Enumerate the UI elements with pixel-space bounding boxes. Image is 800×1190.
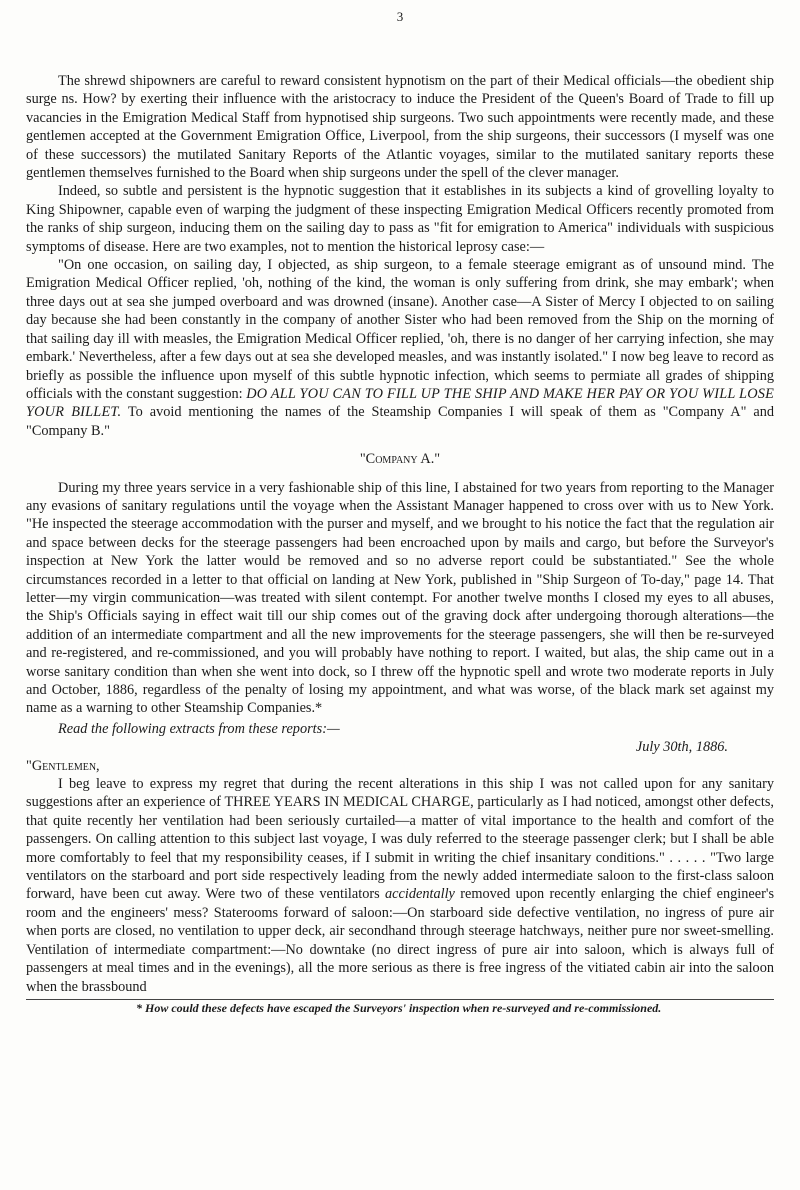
letter-salutation: "Gentlemen, bbox=[26, 757, 100, 774]
paragraph-4: During my three years service in a very fashionable ship of this line, I abstained for two years from reporting to the Manager any evasions of sanitary regulations until the voyage when the Assistant Manager happened to cross over with us to New York. "He inspected the steerage accommodation with the purser and myself, and we brought to his notice the fact that the regulation air and space between decks for the steerage passengers had been encroached upon by mails and cargo, but before the Surveyor's inspection at New York the latter would be removed and so no adverse report could be substantiated." See the whole circumstances recorded in a letter to that official on landing at New York, published in "Ship Surgeon of To-day," page 14. That letter—my virgin communication—was treated with silent contempt. For another twelve months I closed my eyes to all abuses, the Ship's Officials saying in effect wait till our ship comes out of the graving dock after undergoing thorough alterations—the addition of an intermediate compartment and all the new improvements for the steerage passengers, she will then be re-surveyed and re-registered, and re-commissioned, and you will probably have nothing to report. I waited, but alas, the ship came out in a worse sanitary condition than when she went into dock, so I threw off the hypnotic spell and wrote two moderate reports in July and October, 1886, regardless of the penalty of losing my appointment, and what was worse, of the black mark set against my name as a warning to other Steamship Companies.* bbox=[26, 479, 774, 717]
paragraph-3-end: To avoid mentioning the names of the Steamship Companies I will speak of them as "Company A" and "Company B." bbox=[26, 404, 774, 439]
paragraph-5-part-a: I beg leave to express my regret that during the recent alterations in this ship I was not called upon for any sanitary suggestions after an experience of THREE YEARS IN MEDICAL CHARGE, particularly as I had noticed, amongst other defects, that quite recently her ventilation had been seriously curtailed—a matter of vital importance to the health and comfort of the passengers. On calling attention to this subject last voyage, I was duly referred to the steerage passenger clerk; but I shall be able more comfortably to feel that my responsibility ceases, if I submit in writing the chief insanitary conditions." . . . . . "Two large ventilators on the starboard and port side respectively leading from the newly added intermediate saloon to the first-class saloon forward, have been cut away. Were two of these ventilators bbox=[26, 776, 774, 903]
paragraph-2: Indeed, so subtle and persistent is the hypnotic suggestion that it establishes in its subjects a kind of grovelling loyalty to King Shipowner, capable even of warping the judgment of these inspecting Emigration Medical Officers recently promoted from the ranks of ship surgeon, inducing them on the sailing day to pass as "fit for emigration to America" individuals with suspicious symptoms of disease. Here are two examples, not to mention the historical leprosy case:— bbox=[26, 183, 774, 255]
paragraph-3-main: "On one occasion, on sailing day, I objected, as ship surgeon, to a female steerage emigrant as of unsound mind. The Emigration Medical Officer replied, 'oh, nothing of the kind, the woman is only suffering from drink, she may embark'; when three days out at sea she jumped overboard and was drowned (insane). Another case—A Sister of Mercy I objected to on sailing day because she had been constantly in the company of another Sister who had been removed from the Ship on the morning of that sailing day ill with measles, the Emigration Medical Officer replied, 'oh, there is no danger of her carrying infection, she may embark.' Nevertheless, after a few days out at sea she developed measles, and was instantly isolated." I now beg leave to record as briefly as possible the influence upon myself of this subtle hypnotic infection, which seems to permiate all grades of shipping officials with the constant suggestion: bbox=[26, 257, 774, 402]
footnote-rule bbox=[26, 999, 774, 1000]
letter-date: July 30th, 1886. bbox=[635, 739, 728, 756]
paragraph-1: The shrewd shipowners are careful to reward consistent hypnotism on the part of their Medical officials—the obedient ship surge ns. How? by exerting their influence with the aristocracy to induce the President of the Queen's Board of Trade to fill up vacancies in the Emigration Medical Staff from hypnotised ship surgeons. Two such appointments were recently made, and these gentlemen accepted at the Government Emigration Office, Liverpool, from the ship surgeons, their successors (I myself was one of these successors) the mutilated Sanitary Reports of the Atlantic voyages, similar to the mutilated sanitary reports these gentlemen themselves furnished to the Board when ship surgeons under the spell of the clever manager. bbox=[26, 73, 774, 182]
company-a-heading: "Company A." bbox=[359, 451, 441, 468]
page-number: 3 bbox=[396, 9, 404, 24]
reports-intro: Read the following extracts from these reports:— bbox=[58, 720, 340, 737]
paragraph-3-caps: DO ALL YOU CAN TO FILL UP THE SHIP AND MAKE HER PAY OR YOU WILL LOSE YOUR BILLET. bbox=[26, 385, 775, 421]
paragraph-5-part-b: removed upon recently enlarging the chief engineer's room and the engineers' mess? Staterooms forward of saloon:—On starboard side defective ventilation, no ingress of pure air when ports are closed, no ventilation to upper deck, air secondhand through steerage hatchways, neither pure nor sweet-smelling. Ventilation of intermediate compartment:—No downtake (no direct ingress of pure air into saloon, which is always full of passengers at meal times and in the evenings), all the more serious as there is free ingress of the vitiated cabin air into the saloon when the brassbound bbox=[26, 886, 775, 995]
paragraph-5-accent: accidentally bbox=[385, 886, 455, 903]
footnote: * How could these defects have escaped the Surveyors' inspection when re-surveyed and re-commissioned. bbox=[136, 1000, 662, 1015]
paragraph-3 bbox=[26, 256, 774, 440]
paragraph-5 bbox=[26, 775, 774, 996]
